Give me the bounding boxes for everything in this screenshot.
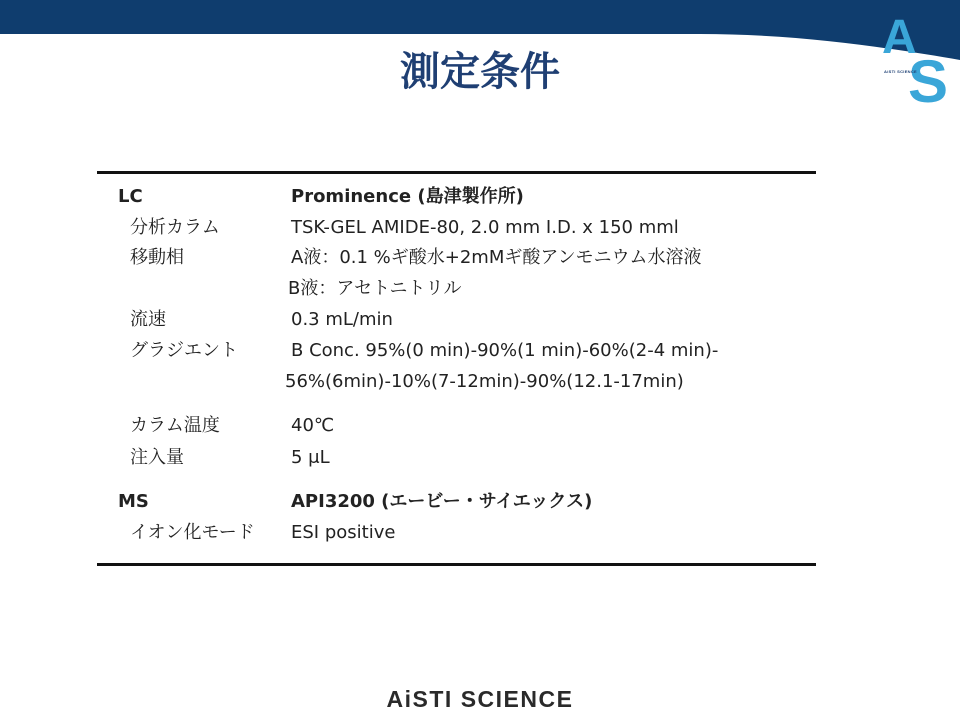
bottom-divider bbox=[97, 563, 816, 566]
row-mobile-phase-b bbox=[0, 274, 960, 304]
page-title: 測定条件 bbox=[400, 49, 560, 95]
row-mobile-phase bbox=[0, 243, 960, 273]
logo-small-text: AiSTI SCIENCE bbox=[884, 69, 918, 74]
row-column bbox=[0, 213, 960, 243]
column-temp-value: 40℃ bbox=[291, 415, 335, 436]
row-column-temp bbox=[0, 411, 960, 441]
lc-label: LC bbox=[118, 186, 143, 207]
gradient-value-continued: 56%(6min)-10%(7-12min)-90%(12.1-17min) bbox=[285, 371, 684, 392]
ms-header-row bbox=[0, 487, 960, 517]
ionization-mode-value: ESI positive bbox=[291, 522, 396, 543]
mobile-phase-a-value: A液：0.1 %ギ酸水+2mMギ酸アンモニウム水溶液 bbox=[291, 247, 702, 268]
gradient-value: B Conc. 95%(0 min)-90%(1 min)-60%(2-4 min)- bbox=[291, 340, 719, 361]
injection-volume-label: 注入量 bbox=[130, 447, 184, 468]
logo-letter-a: A bbox=[882, 11, 917, 64]
flow-rate-label: 流速 bbox=[130, 309, 166, 330]
row-gradient bbox=[0, 336, 960, 366]
lc-header-row bbox=[0, 182, 960, 212]
mobile-phase-label: 移動相 bbox=[130, 247, 184, 268]
column-value: TSK-GEL AMIDE-80, 2.0 mm I.D. x 150 mml bbox=[291, 217, 679, 238]
ms-label: MS bbox=[118, 491, 149, 512]
flow-rate-value: 0.3 mL/min bbox=[291, 309, 393, 330]
lc-value: Prominence (島津製作所) bbox=[291, 186, 524, 207]
ionization-mode-label: イオン化モード bbox=[130, 522, 255, 543]
row-ionization-mode bbox=[0, 518, 960, 548]
gradient-label: グラジエント bbox=[130, 340, 238, 361]
ms-value: API3200 (エービー・サイエックス) bbox=[291, 491, 593, 512]
injection-volume-value: 5 μL bbox=[291, 447, 330, 468]
row-flow-rate bbox=[0, 305, 960, 335]
row-gradient-cont bbox=[0, 367, 960, 397]
top-divider bbox=[97, 171, 816, 174]
footer-brand: AiSTI SCIENCE bbox=[386, 686, 574, 712]
mobile-phase-b-value: B液：アセトニトリル bbox=[288, 278, 462, 299]
logo-letter-s: S bbox=[908, 48, 949, 115]
column-label: 分析カラム bbox=[130, 217, 220, 238]
row-injection-volume bbox=[0, 443, 960, 473]
column-temp-label: カラム温度 bbox=[130, 415, 220, 436]
